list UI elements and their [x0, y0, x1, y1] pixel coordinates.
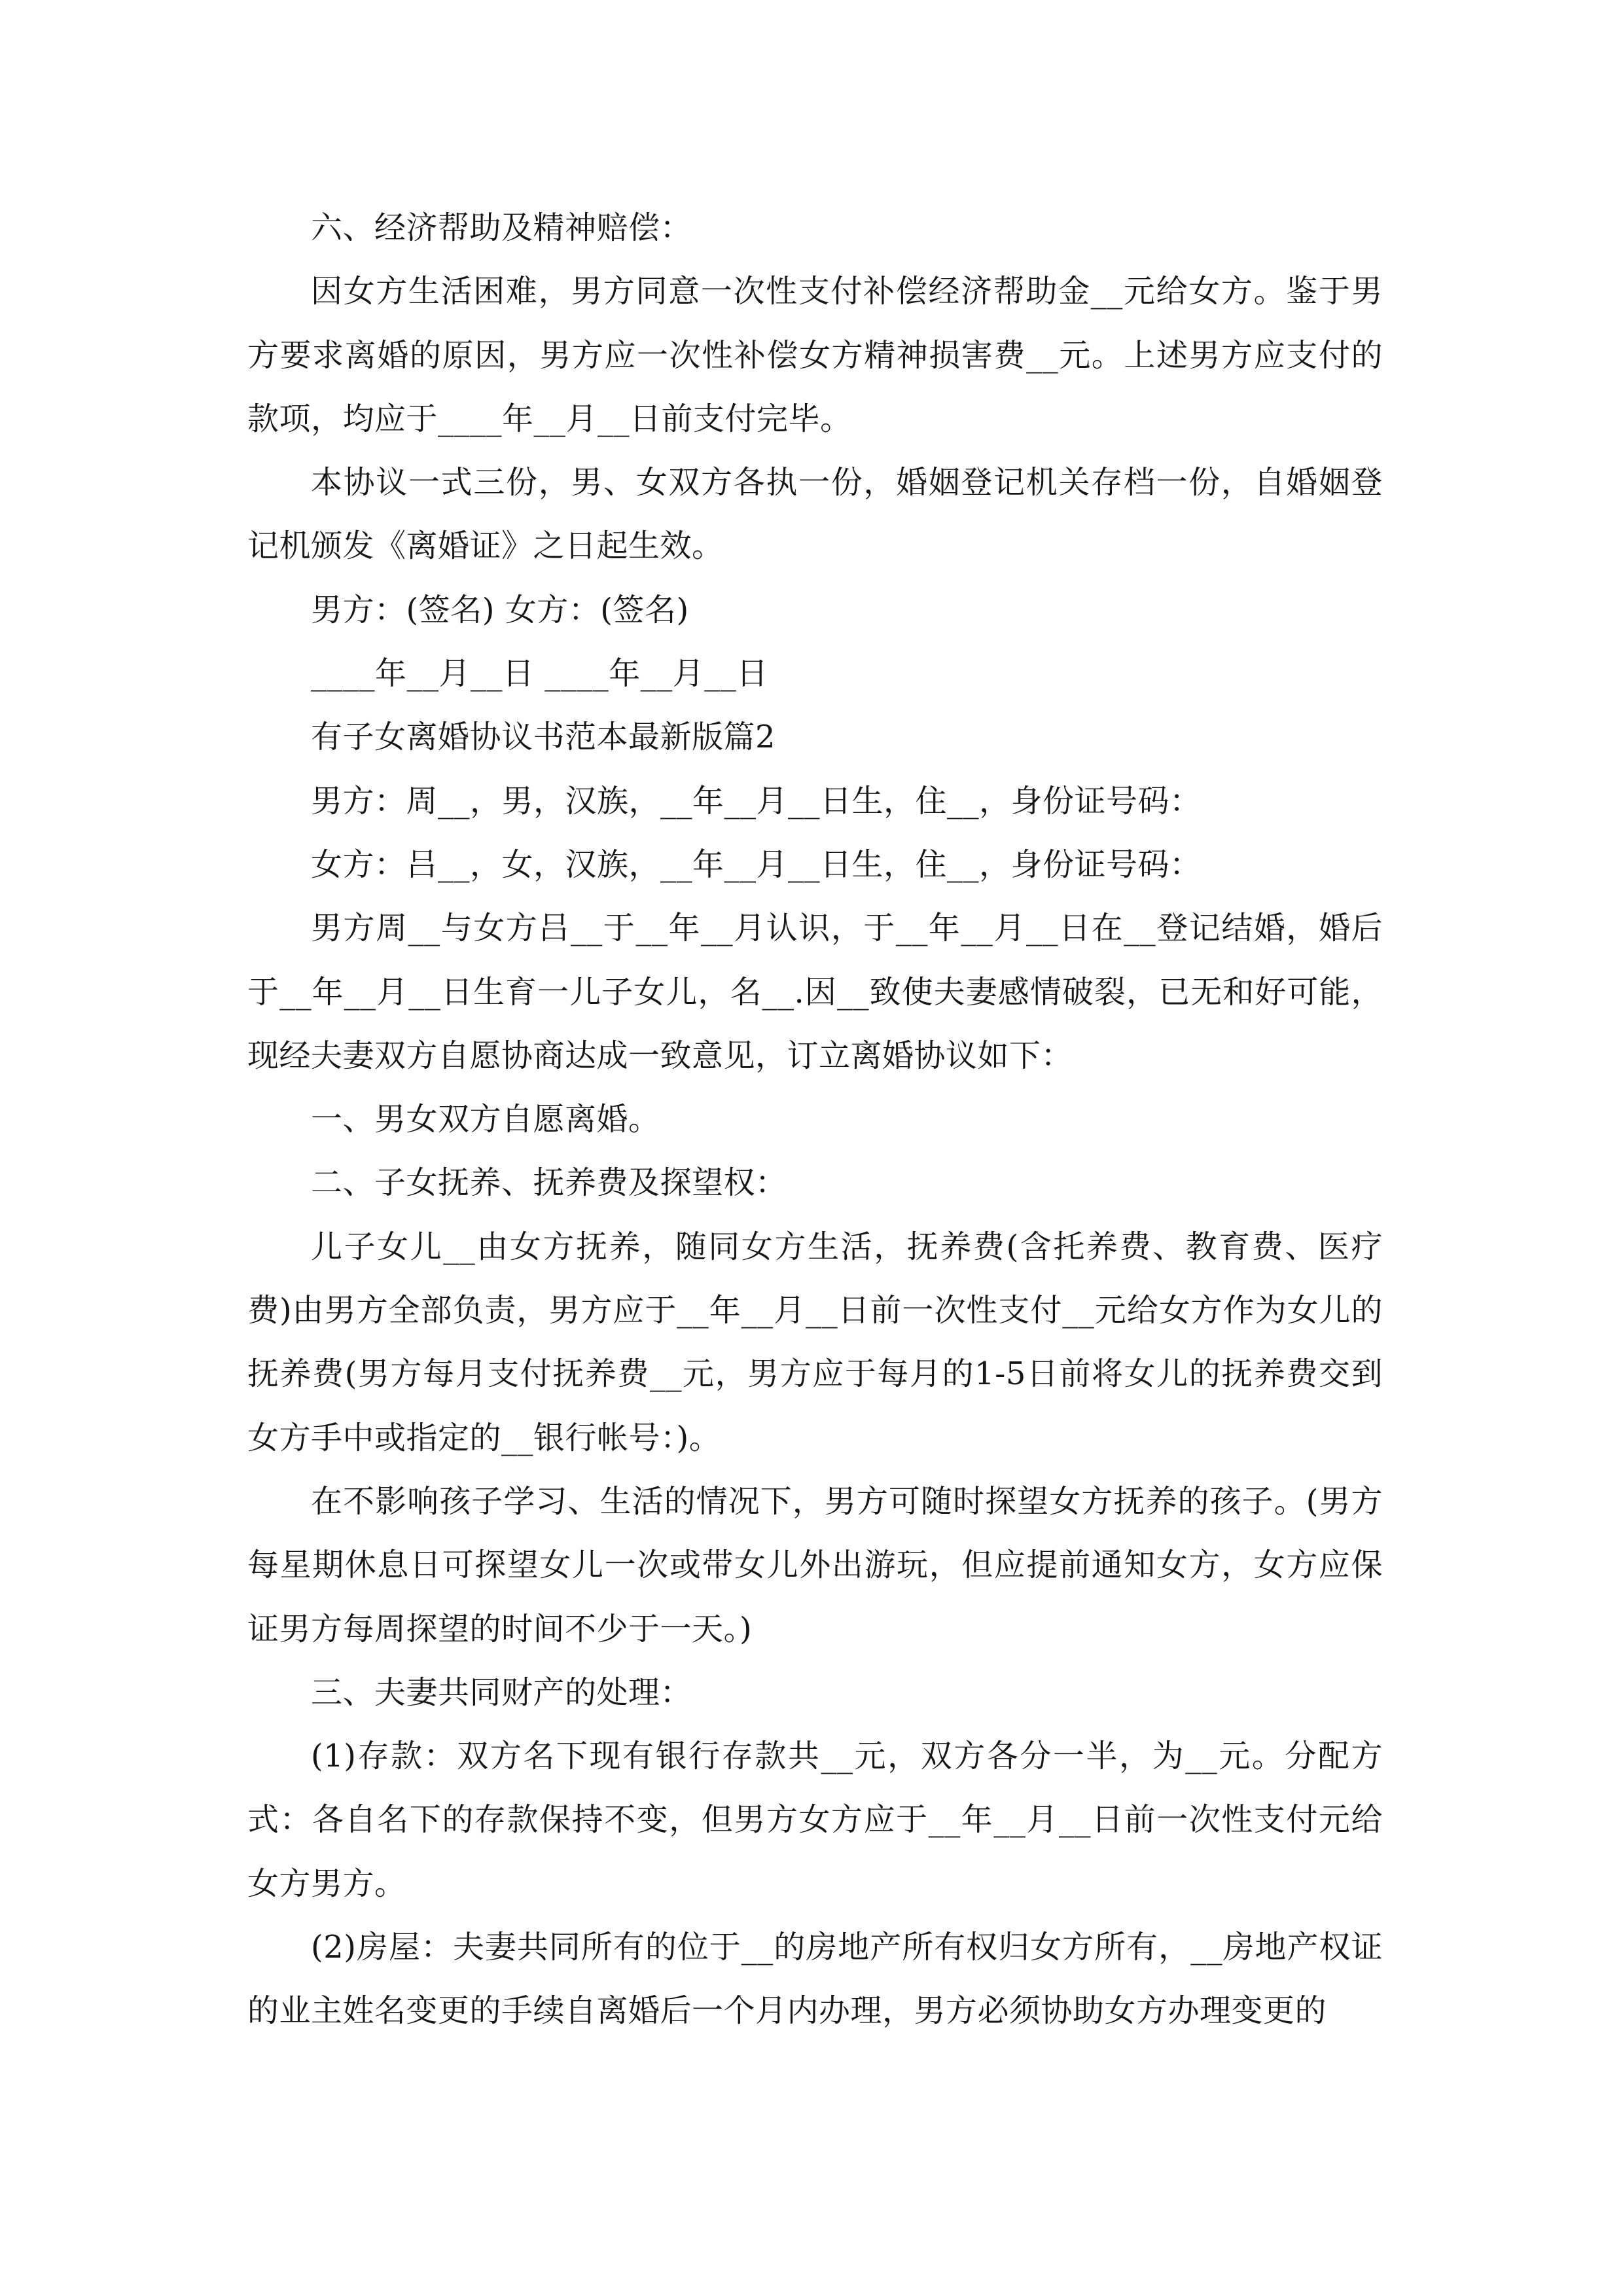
party-male-info: 男方：周__，男，汉族，__年__月__日生，住__，身份证号码： — [311, 782, 1202, 819]
paragraph-child-support: 儿子女儿__由女方抚养，随同女方生活，抚养费(含托养费、教育费、医疗费)由男方全部负责，男方应于__年__月__日前一次性支付__元给女方作为女儿的抚养费(男方每月支付抚养费__元，男方应于每月的1-5日前将女儿的抚养费交到女方手中或指定的__银行帐号：)。 — [247, 1228, 1383, 1456]
document-body — [247, 196, 1383, 2043]
section-heading-economic-help: 六、经济帮助及精神赔偿： — [311, 209, 692, 246]
signature-date-line: ____年__月__日 ____年__月__日 — [311, 655, 768, 692]
clause-divorce: 一、男女双方自愿离婚。 — [311, 1101, 660, 1138]
paragraph-effectiveness: 本协议一式三份，男、女双方各执一份，婚姻登记机关存档一份，自婚姻登记机颁发《离婚证》之日起生效。 — [247, 464, 1383, 565]
section-heading-property: 三、夫妻共同财产的处理： — [311, 1674, 692, 1711]
paragraph-house: (2)房屋：夫妻共同所有的位于__的房地产所有权归女方所有，__房地产权证的业主姓名变更的手续自离婚后一个月内办理，男方必须协助女方办理变更的 — [247, 1929, 1383, 2030]
section-heading-child-custody: 二、子女抚养、抚养费及探望权： — [311, 1164, 787, 1202]
document-subtitle: 有子女离婚协议书范本最新版篇2 — [311, 719, 776, 756]
paragraph-visitation: 在不影响孩子学习、生活的情况下，男方可随时探望女方抚养的孩子。(男方每星期休息日可探望女儿一次或带女儿外出游玩，但应提前通知女方，女方应保证男方每周探望的时间不少于一天。) — [247, 1482, 1383, 1647]
party-female-info: 女方：吕__，女，汉族，__年__月__日生，住__，身份证号码： — [311, 846, 1202, 883]
signature-line: 男方：(签名) 女方：(签名) — [311, 591, 689, 628]
paragraph-compensation: 因女方生活困难，男方同意一次性支付补偿经济帮助金__元给女方。鉴于男方要求离婚的原因，男方应一次性补偿女方精神损害费__元。上述男方应支付的款项，均应于____年__月__日前支付完毕。 — [247, 273, 1383, 437]
paragraph-deposits: (1)存款：双方名下现有银行存款共__元，双方各分一半，为__元。分配方式：各自名下的存款保持不变，但男方女方应于__年__月__日前一次性支付元给女方男方。 — [247, 1738, 1383, 1902]
paragraph-background: 男方周__与女方吕__于__年__月认识，于__年__月__日在__登记结婚，婚后于__年__月__日生育一儿子女儿，名__.因__致使夫妻感情破裂，已无和好可能，现经夫妻双方自愿协商达成一致意见，订立离婚协议如下： — [247, 910, 1383, 1074]
